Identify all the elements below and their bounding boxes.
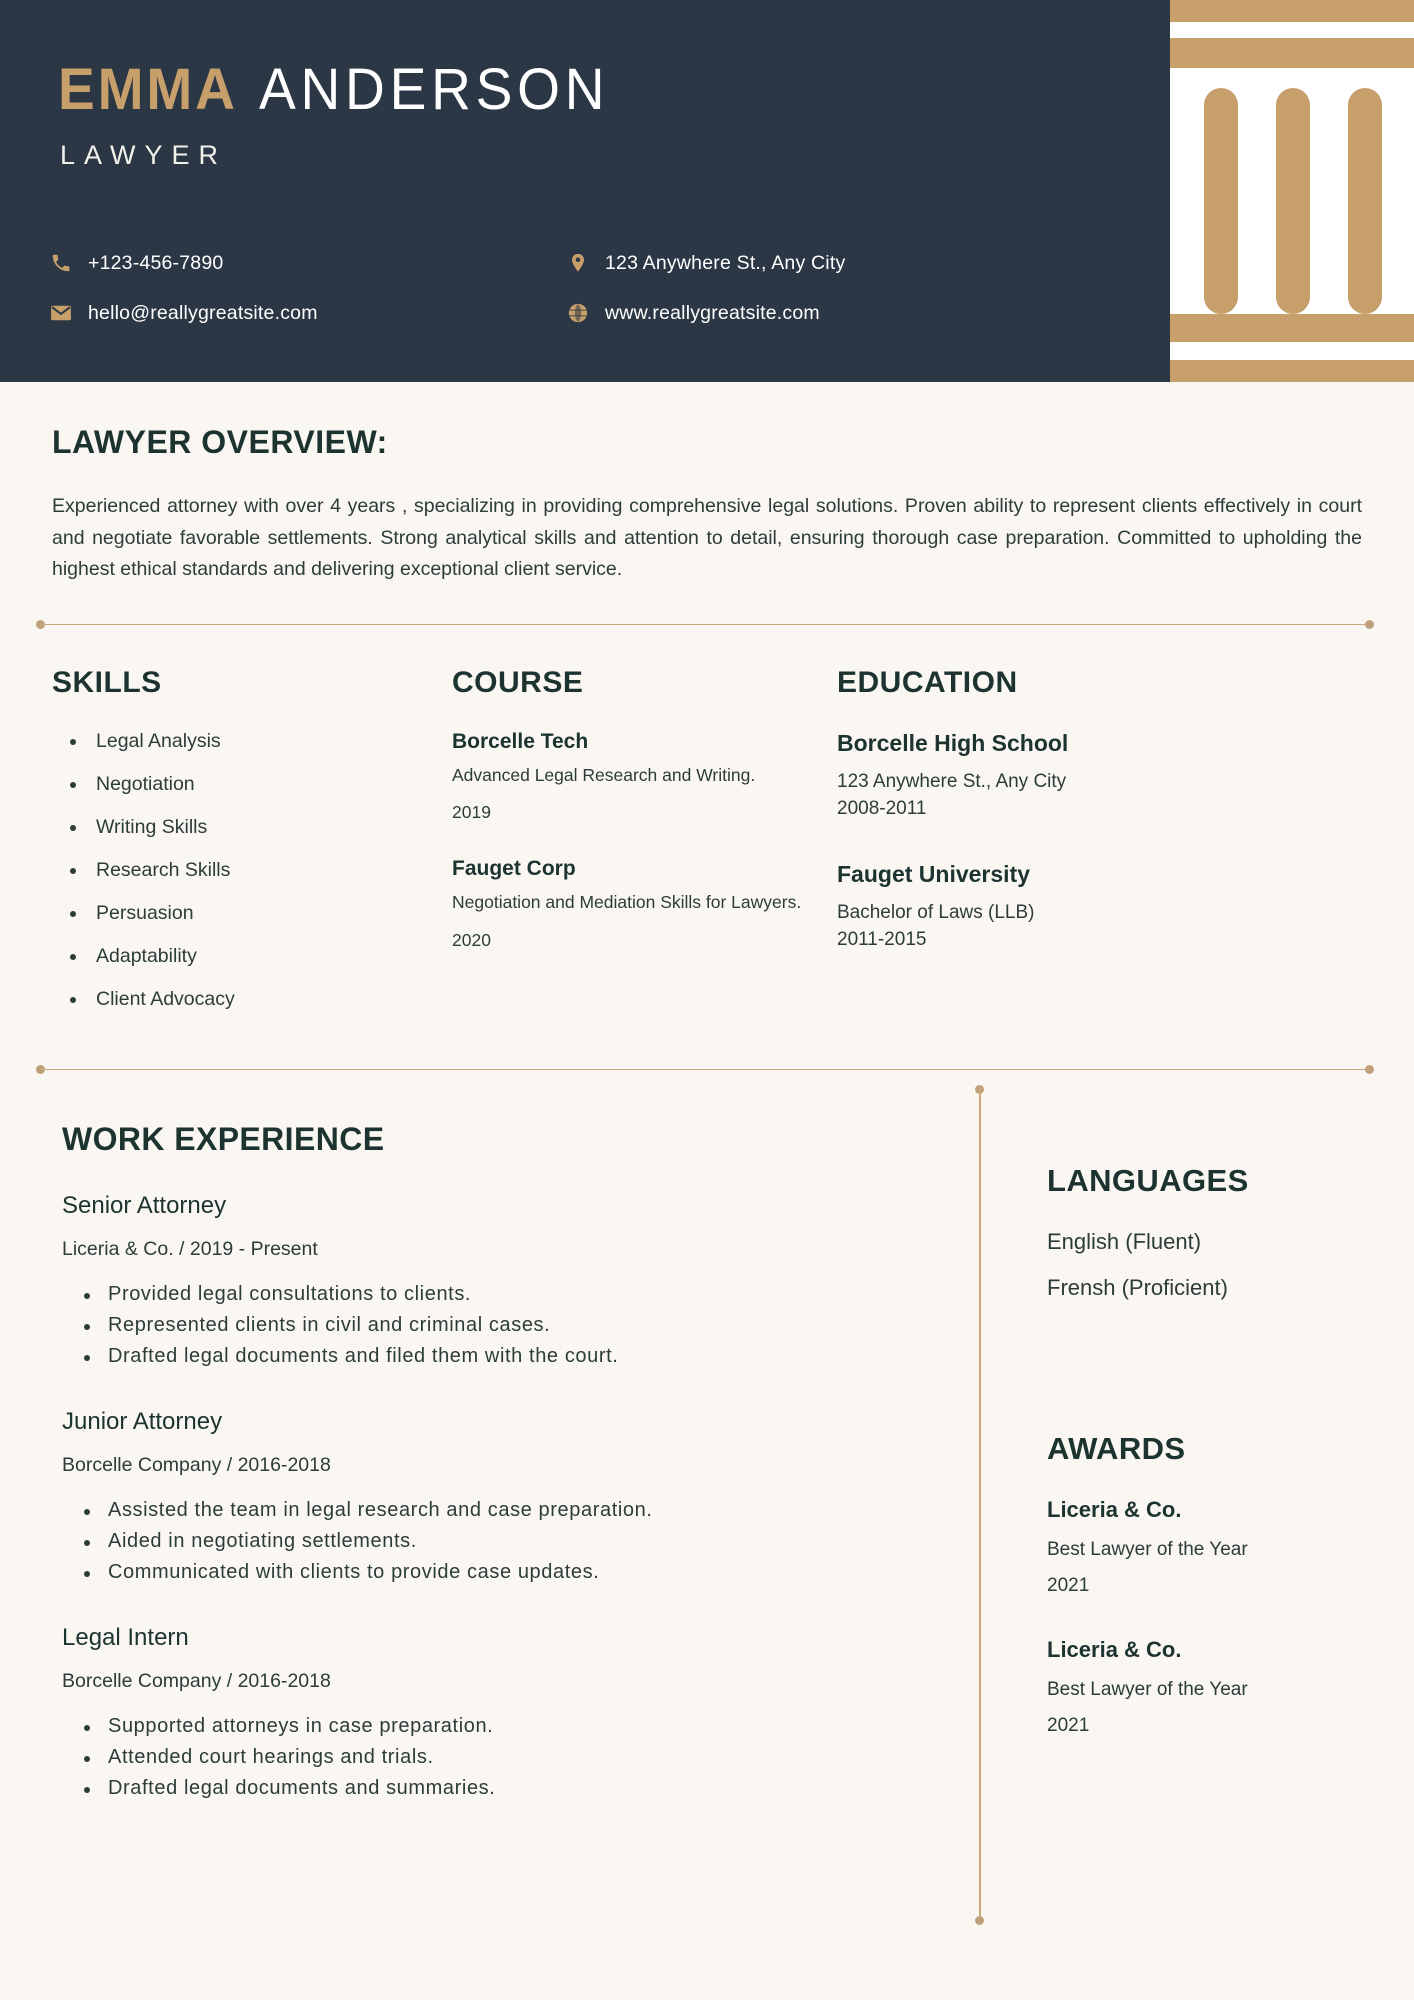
overview-text: Experienced attorney with over 4 years , specializing in providing comprehensive legal solutions. Proven ability to represent clients effectively in court and negotiate favorable settlements. Strong analytical skills and attention to detail, ensuring thorough case preparation. Committed to upholding the highest ethical standards and delivering exceptional client service. xyxy=(52,495,1362,581)
list-item: Communicated with clients to provide case updates. xyxy=(76,1561,935,1584)
location-pin-icon xyxy=(565,250,591,276)
course-title: COURSE xyxy=(452,665,584,699)
list-item: Aided in negotiating settlements. xyxy=(76,1530,935,1553)
course-entry xyxy=(452,857,837,950)
lawyer-overview-section xyxy=(0,382,1414,586)
education-title: EDUCATION xyxy=(837,665,1018,699)
education-entry xyxy=(837,730,1362,823)
award-year: 2021 xyxy=(1047,1574,1090,1596)
phone-text: +123-456-7890 xyxy=(88,251,224,274)
award-entry xyxy=(1047,1497,1368,1597)
list-item: Attended court hearings and trials. xyxy=(76,1746,935,1769)
address-text: 123 Anywhere St., Any City xyxy=(605,251,846,274)
job-title: LAWYER xyxy=(60,140,228,170)
job-title: Senior Attorney xyxy=(62,1191,227,1219)
contact-email[interactable] xyxy=(48,300,565,326)
school-years: 2011-2015 xyxy=(837,928,927,950)
education-entry xyxy=(837,861,1362,954)
award-year: 2021 xyxy=(1047,1714,1090,1736)
list-item: Drafted legal documents and summaries. xyxy=(76,1777,935,1800)
sidebar-section xyxy=(975,1085,1414,1840)
list-item: Negotiation xyxy=(64,773,452,796)
list-item: Writing Skills xyxy=(64,816,452,839)
work-and-sidebar-row xyxy=(0,1085,1414,1840)
job-bullets xyxy=(62,1499,935,1584)
course-description: Negotiation and Mediation Skills for Lawyers. xyxy=(452,892,802,913)
contact-website[interactable] xyxy=(565,300,1065,326)
course-year: 2019 xyxy=(452,802,491,823)
contact-row-2 xyxy=(48,300,1108,326)
sidebar-spacer xyxy=(1047,1321,1368,1431)
list-item: Research Skills xyxy=(64,859,452,882)
list-item: Represented clients in civil and criminal cases. xyxy=(76,1314,935,1337)
skills-title: SKILLS xyxy=(52,665,162,699)
job-meta: Liceria & Co. / 2019 - Present xyxy=(62,1237,318,1260)
list-item: Assisted the team in legal research and case preparation. xyxy=(76,1499,935,1522)
divider-dot-right xyxy=(1365,620,1374,629)
school-detail: 123 Anywhere St., Any City xyxy=(837,770,1067,792)
list-item: Legal Analysis xyxy=(64,730,452,753)
award-org: Liceria & Co. xyxy=(1047,1636,1182,1662)
course-year: 2020 xyxy=(452,929,491,950)
job-entry xyxy=(62,1624,935,1800)
list-item: Drafted legal documents and filed them with the court. xyxy=(76,1345,935,1368)
divider-top xyxy=(36,620,1374,630)
overview-title: LAWYER OVERVIEW: xyxy=(52,424,388,460)
award-name: Best Lawyer of the Year xyxy=(1047,1538,1248,1560)
course-name: Fauget Corp xyxy=(452,857,576,881)
school-detail: Bachelor of Laws (LLB) xyxy=(837,901,1035,923)
globe-icon xyxy=(565,300,591,326)
divider-line xyxy=(40,624,1370,626)
skills-course-education-row xyxy=(0,630,1414,1031)
job-bullets xyxy=(62,1715,935,1800)
school-name: Fauget University xyxy=(837,860,1030,887)
divider-bottom xyxy=(36,1065,1374,1075)
divider-dot-bottom xyxy=(975,1916,984,1925)
job-title: Legal Intern xyxy=(62,1623,189,1651)
school-years: 2008-2011 xyxy=(837,797,927,819)
course-name: Borcelle Tech xyxy=(452,729,589,753)
school-name: Borcelle High School xyxy=(837,729,1069,756)
skills-section xyxy=(52,666,452,1031)
award-entry xyxy=(1047,1637,1368,1737)
first-name: EMMA xyxy=(58,57,238,122)
website-text: www.reallygreatsite.com xyxy=(605,301,820,324)
contact-row-1 xyxy=(48,250,1108,276)
phone-icon xyxy=(48,250,74,276)
contact-address[interactable] xyxy=(565,250,1065,276)
award-name: Best Lawyer of the Year xyxy=(1047,1678,1248,1700)
list-item: Adaptability xyxy=(64,945,452,968)
envelope-icon xyxy=(48,300,74,326)
job-entry xyxy=(62,1408,935,1584)
contact-info xyxy=(48,250,1108,350)
work-experience-title: WORK EXPERIENCE xyxy=(62,1120,385,1157)
divider-line-vertical xyxy=(979,1089,981,1921)
email-text: hello@reallygreatsite.com xyxy=(88,301,318,324)
award-org: Liceria & Co. xyxy=(1047,1496,1182,1522)
list-item: Persuasion xyxy=(64,902,452,925)
divider-dot-right xyxy=(1365,1065,1374,1074)
list-item: English (Fluent) xyxy=(1047,1228,1202,1254)
awards-title: AWARDS xyxy=(1047,1430,1186,1466)
languages-title: LANGUAGES xyxy=(1047,1162,1249,1198)
list-item: Supported attorneys in case preparation. xyxy=(76,1715,935,1738)
education-section xyxy=(837,666,1362,1031)
header-content-panel xyxy=(0,0,1170,382)
list-item: Client Advocacy xyxy=(64,988,452,1011)
list-item: Frensh (Proficient) xyxy=(1047,1274,1228,1300)
job-title: Junior Attorney xyxy=(62,1407,223,1435)
resume-header xyxy=(0,0,1414,382)
job-meta: Borcelle Company / 2016-2018 xyxy=(62,1669,331,1692)
job-bullets xyxy=(62,1283,935,1368)
skills-list xyxy=(52,730,452,1011)
job-entry xyxy=(62,1192,935,1368)
course-entry xyxy=(452,730,837,823)
vertical-divider xyxy=(975,1085,985,1925)
list-item: Provided legal consultations to clients. xyxy=(76,1283,935,1306)
contact-phone[interactable] xyxy=(48,250,565,276)
work-experience-section xyxy=(0,1085,975,1840)
course-section xyxy=(452,666,837,1031)
last-name: ANDERSON xyxy=(259,57,610,122)
full-name xyxy=(58,56,628,123)
job-meta: Borcelle Company / 2016-2018 xyxy=(62,1453,331,1476)
divider-line xyxy=(40,1069,1370,1071)
course-description: Advanced Legal Research and Writing. xyxy=(452,764,756,785)
